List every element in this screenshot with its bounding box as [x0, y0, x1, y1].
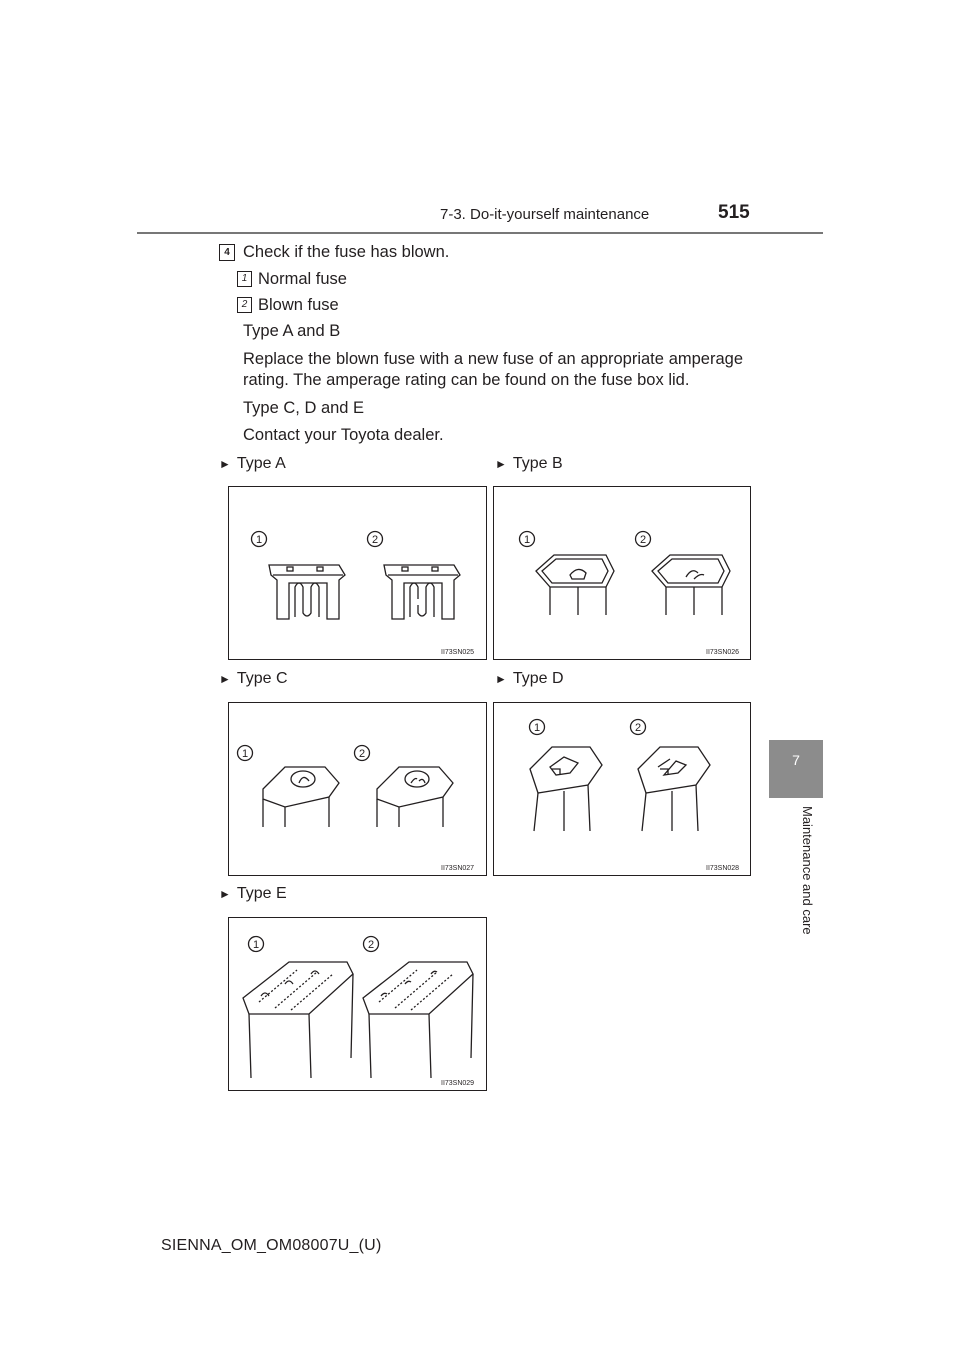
fuse-type-a-illustration	[229, 487, 486, 659]
figure-id: II73SN025	[441, 649, 475, 656]
callout-2: 2	[634, 722, 642, 734]
header-section-title: 7-3. Do-it-yourself maintenance	[440, 206, 650, 223]
callout-1: 1	[533, 722, 541, 734]
callout-2: 2	[639, 534, 647, 546]
figure-id: II73SN027	[441, 865, 475, 872]
callout-2: 2	[367, 939, 375, 951]
figure-label-type-a: ► Type A	[219, 455, 286, 472]
callout-2: 2	[371, 534, 379, 546]
figure-label-type-d: ► Type D	[495, 670, 564, 687]
chapter-number: 7	[792, 752, 800, 768]
type-cde-heading: Type C, D and E	[243, 399, 365, 417]
callout-1: 1	[241, 748, 249, 760]
step-text: Check if the fuse has blown.	[243, 243, 450, 261]
callout-2: 2	[358, 748, 366, 760]
arrow-right-icon: ►	[219, 887, 231, 901]
arrow-right-icon: ►	[495, 457, 507, 471]
figure-type-e	[228, 917, 487, 1091]
page-number: 515	[718, 202, 750, 223]
fuse-type-b-illustration	[494, 487, 750, 659]
figure-label-type-b: ► Type B	[495, 455, 563, 472]
item-text-blown-fuse: Blown fuse	[258, 296, 339, 314]
figure-type-d	[493, 702, 751, 876]
item-number-2: 2	[237, 297, 252, 313]
footer-doc-code: SIENNA_OM_OM08007U_(U)	[161, 1237, 382, 1254]
fuse-type-e-illustration	[229, 918, 486, 1090]
chapter-label: Maintenance and care	[800, 806, 815, 935]
arrow-right-icon: ►	[495, 672, 507, 686]
callout-1: 1	[523, 534, 531, 546]
figure-type-c	[228, 702, 487, 876]
figure-id: II73SN028	[706, 865, 740, 872]
fuse-type-d-illustration	[494, 703, 750, 875]
figure-id: II73SN029	[441, 1080, 475, 1087]
callout-1: 1	[255, 534, 263, 546]
arrow-right-icon: ►	[219, 457, 231, 471]
chapter-tab[interactable]	[769, 740, 823, 798]
step-number-box: 4	[219, 244, 235, 261]
callout-1: 1	[252, 939, 260, 951]
figure-label-type-c: ► Type C	[219, 670, 288, 687]
type-ab-heading: Type A and B	[243, 322, 341, 340]
type-ab-text: Replace the blown fuse with a new fuse of an appropriate amperage rating. The amperage rating can be found on the fuse box lid.	[243, 350, 743, 389]
item-text-normal-fuse: Normal fuse	[258, 270, 347, 288]
figure-id: II73SN026	[706, 649, 740, 656]
figure-label-type-e: ► Type E	[219, 885, 287, 902]
figure-type-b	[493, 486, 751, 660]
type-cde-text: Contact your Toyota dealer.	[243, 426, 444, 444]
fuse-type-c-illustration	[229, 703, 486, 875]
arrow-right-icon: ►	[219, 672, 231, 686]
figure-type-a	[228, 486, 487, 660]
item-number-1: 1	[237, 271, 252, 287]
header-rule	[137, 232, 823, 234]
